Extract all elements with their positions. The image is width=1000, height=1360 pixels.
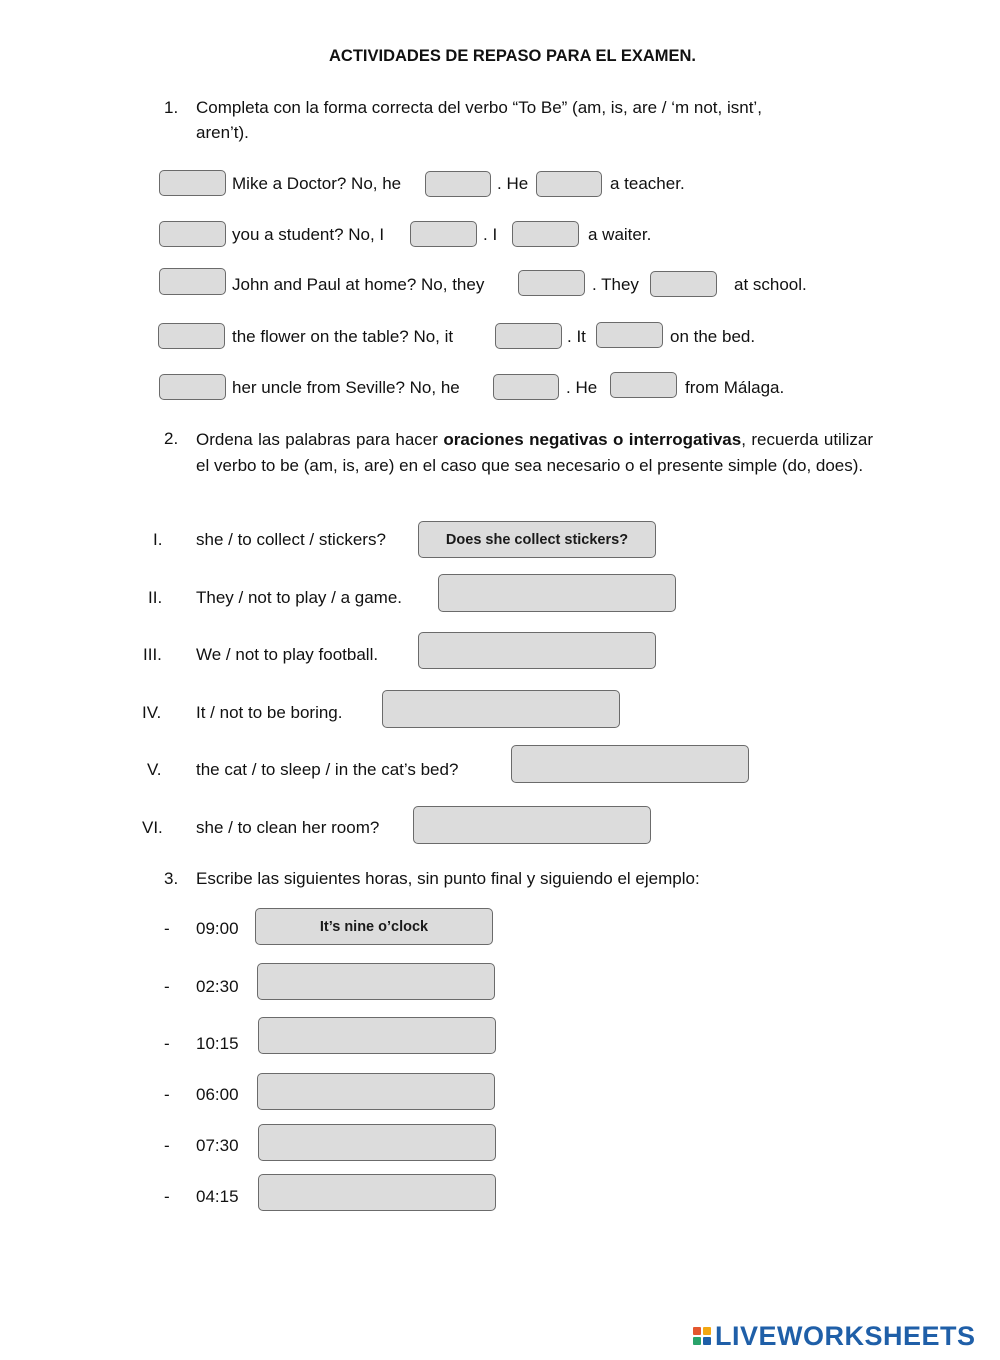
item-prompt: she / to clean her room?: [196, 818, 380, 837]
sentence-2-part-1: you a student? No, I: [232, 225, 385, 244]
answer-input-5-2[interactable]: [493, 374, 559, 400]
answer-input-3-1[interactable]: [159, 268, 226, 295]
sentence-answer-input-3[interactable]: [418, 632, 656, 669]
answer-input-1-3[interactable]: [536, 171, 602, 197]
item-prompt: It / not to be boring.: [196, 703, 343, 722]
time-bullet: -: [164, 977, 170, 996]
time-label: 10:15: [196, 1034, 239, 1053]
item-numeral: III.: [143, 645, 162, 664]
section-1-number: 1.: [164, 98, 179, 117]
liveworksheets-logo: [693, 1322, 976, 1350]
item-prompt: We / not to play football.: [196, 645, 379, 664]
time-answer-input-3[interactable]: [258, 1017, 496, 1054]
sentence-5-part-3: from Málaga.: [685, 378, 785, 397]
item-numeral: II.: [148, 588, 163, 607]
sentence-answer-input-2[interactable]: [438, 574, 676, 612]
section-3-instruction: Escribe las siguientes horas, sin punto final y siguiendo el ejemplo:: [196, 869, 700, 888]
sentence-1-part-2: . He: [497, 174, 529, 193]
time-bullet: -: [164, 1187, 170, 1206]
answer-input-3-2[interactable]: [518, 270, 585, 296]
answer-input-2-3[interactable]: [512, 221, 579, 247]
item-numeral: V.: [147, 760, 162, 779]
time-label: 04:15: [196, 1187, 239, 1206]
answer-input-2-1[interactable]: [159, 221, 226, 247]
sentence-4-part-1: the flower on the table? No, it: [232, 327, 454, 346]
time-answer-input-1[interactable]: It’s nine o’clock: [255, 908, 493, 945]
item-prompt: They / not to play / a game.: [196, 588, 403, 607]
sentence-4-part-3: on the bed.: [670, 327, 756, 346]
item-prompt: she / to collect / stickers?: [196, 530, 386, 549]
answer-input-4-2[interactable]: [495, 323, 562, 349]
answer-input-3-3[interactable]: [650, 271, 717, 297]
sentence-2-part-3: a waiter.: [588, 225, 652, 244]
answer-input-5-1[interactable]: [159, 374, 226, 400]
time-answer-input-2[interactable]: [257, 963, 495, 1000]
answer-input-4-1[interactable]: [158, 323, 225, 349]
sentence-5-part-2: . He: [566, 378, 598, 397]
answer-input-4-3[interactable]: [596, 322, 663, 348]
liveworksheets-logo-icon: [693, 1327, 711, 1345]
answer-input-2-2[interactable]: [410, 221, 477, 247]
time-bullet: -: [164, 1136, 170, 1155]
time-label: 06:00: [196, 1085, 239, 1104]
time-label: 07:30: [196, 1136, 239, 1155]
sentence-4-part-2: . It: [567, 327, 586, 346]
time-label: 02:30: [196, 977, 239, 996]
time-answer-input-4[interactable]: [257, 1073, 495, 1110]
item-prompt: the cat / to sleep / in the cat’s bed?: [196, 760, 459, 779]
sentence-answer-input-4[interactable]: [382, 690, 620, 728]
answer-input-1-2[interactable]: [425, 171, 491, 197]
logo-text: LIVEWORKSHEETS: [715, 1320, 976, 1351]
time-bullet: -: [164, 1085, 170, 1104]
answer-input-5-3[interactable]: [610, 372, 677, 398]
sentence-3-part-3: at school.: [734, 275, 807, 294]
time-answer-input-5[interactable]: [258, 1124, 496, 1161]
item-numeral: IV.: [142, 703, 162, 722]
section-2-number: 2.: [164, 429, 179, 448]
item-numeral: I.: [153, 530, 163, 549]
time-label: 09:00: [196, 919, 239, 938]
sentence-answer-input-1[interactable]: Does she collect stickers?: [418, 521, 656, 558]
time-bullet: -: [164, 1034, 170, 1053]
sentence-2-part-2: . I: [483, 225, 498, 244]
time-answer-input-6[interactable]: [258, 1174, 496, 1211]
answer-input-1-1[interactable]: [159, 170, 226, 196]
time-bullet: -: [164, 919, 170, 938]
section-3-number: 3.: [164, 869, 179, 888]
sentence-answer-input-5[interactable]: [511, 745, 749, 783]
sentence-1-part-3: a teacher.: [610, 174, 685, 193]
page-title: ACTIVIDADES DE REPASO PARA EL EXAMEN.: [329, 47, 697, 65]
sentence-3-part-1: John and Paul at home? No, they: [232, 275, 485, 294]
section-1-instruction-line-1: Completa con la forma correcta del verbo “To Be” (am, is, are / ‘m not, isnt’,: [196, 98, 762, 117]
section-1-instruction-line-2: aren’t).: [196, 123, 249, 142]
sentence-answer-input-6[interactable]: [413, 806, 651, 844]
sentence-5-part-1: her uncle from Seville? No, he: [232, 378, 460, 397]
sentence-1-part-1: Mike a Doctor? No, he: [232, 174, 402, 193]
section-2-instruction: Ordena las palabras para hacer oraciones negativas o interrogativas, recuerda utilizar el verbo to be (am, is, are) en el caso que sea necesario o el presente simple (do, does).: [196, 430, 874, 475]
sentence-3-part-2: . They: [592, 275, 639, 294]
item-numeral: VI.: [142, 818, 163, 837]
